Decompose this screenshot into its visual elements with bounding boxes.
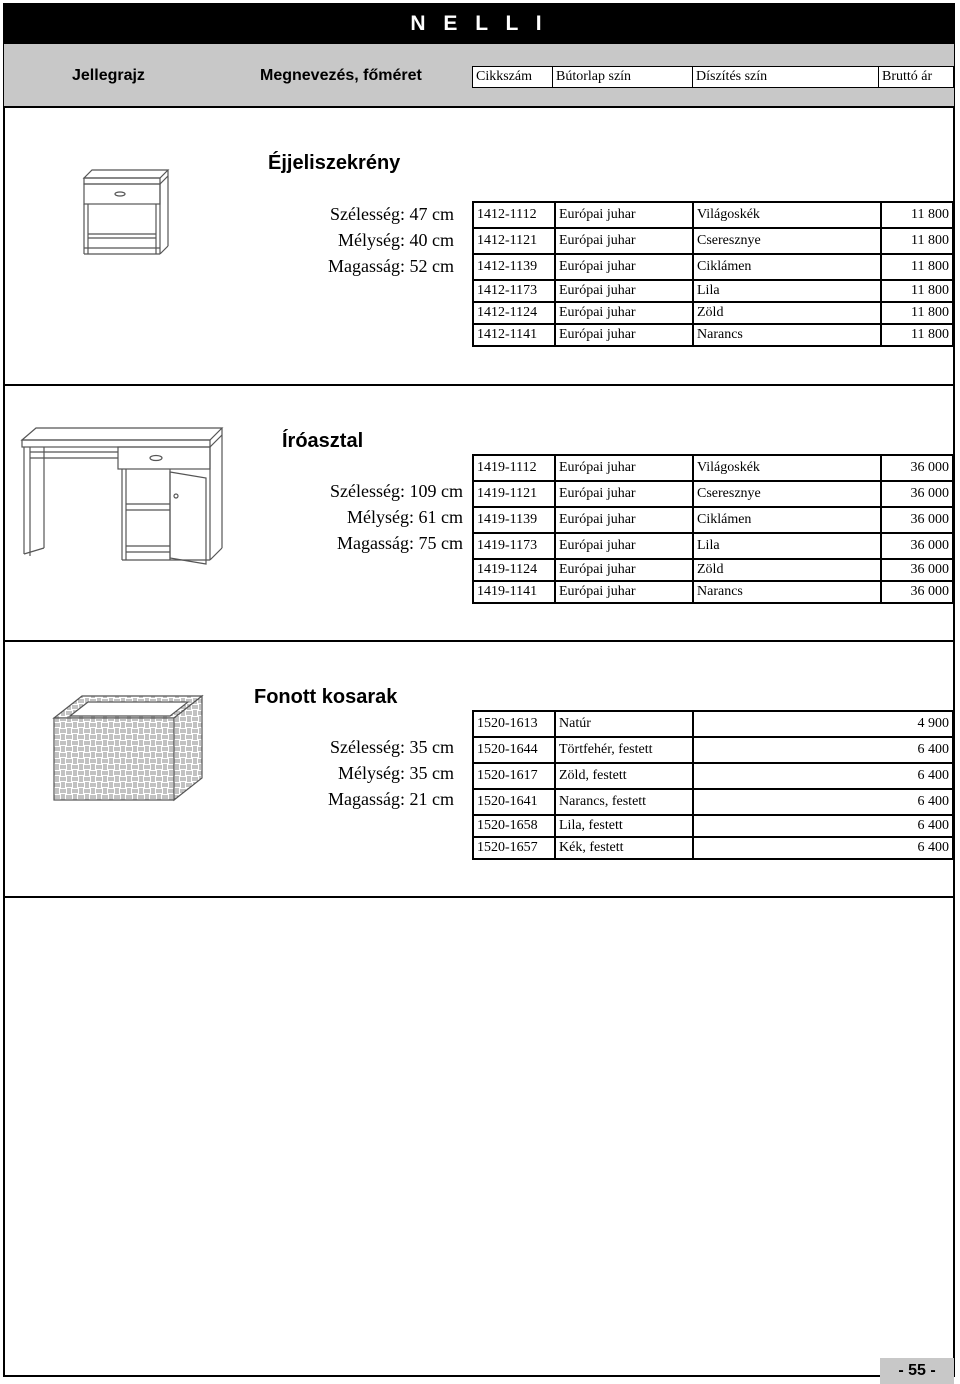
butorlap-cell: Európai juhar [555, 559, 693, 581]
butorlap-cell: Európai juhar [555, 302, 693, 324]
price-cell: 11 800 [881, 202, 953, 228]
desk-illustration [18, 424, 224, 566]
section-divider [4, 640, 954, 642]
cikkszam-cell: 1412-1124 [473, 302, 555, 324]
section-title-desk: Íróasztal [282, 430, 364, 452]
table-row [473, 507, 953, 533]
dimension-height: Magasság: 75 cm [337, 533, 463, 553]
cikkszam-cell: 1520-1641 [473, 789, 555, 815]
price-cell: 11 800 [881, 254, 953, 280]
price-cell: 6 400 [693, 815, 953, 837]
table-row [473, 815, 953, 837]
table-row [473, 324, 953, 346]
page-title: N E L L I [4, 4, 954, 44]
butorlap-cell: Natúr [555, 711, 693, 737]
table-row [473, 455, 953, 481]
header-brutto: Bruttó ár [878, 66, 954, 88]
diszites-cell: Zöld [693, 302, 881, 324]
table-row [473, 837, 953, 859]
cikkszam-cell: 1412-1173 [473, 280, 555, 302]
table-row [473, 228, 953, 254]
dimension-height: Magasság: 52 cm [328, 256, 454, 276]
table-row [473, 789, 953, 815]
diszites-cell: Narancs [693, 581, 881, 603]
product-table-baskets [472, 710, 954, 860]
table-row [473, 481, 953, 507]
butorlap-cell: Európai juhar [555, 481, 693, 507]
table-row [473, 254, 953, 280]
section-title-baskets: Fonott kosarak [254, 686, 398, 708]
header-butorlap: Bútorlap szín [552, 66, 694, 88]
cikkszam-cell: 1419-1112 [473, 455, 555, 481]
diszites-cell: Világoskék [693, 455, 881, 481]
dimension-width: Szélesség: 47 cm [330, 204, 454, 224]
diszites-cell: Cseresznye [693, 481, 881, 507]
dimensions-desk [263, 478, 463, 556]
butorlap-cell: Lila, festett [555, 815, 693, 837]
butorlap-cell: Narancs, festett [555, 789, 693, 815]
butorlap-cell: Európai juhar [555, 254, 693, 280]
table-row [473, 737, 953, 763]
dimension-width: Szélesség: 109 cm [330, 481, 463, 501]
butorlap-cell: Európai juhar [555, 228, 693, 254]
header-megnevezes: Megnevezés, főméret [260, 67, 422, 84]
price-cell: 11 800 [881, 280, 953, 302]
cikkszam-cell: 1520-1658 [473, 815, 555, 837]
product-table-desk [472, 454, 954, 604]
price-cell: 6 400 [693, 789, 953, 815]
price-cell: 36 000 [881, 481, 953, 507]
diszites-cell: Világoskék [693, 202, 881, 228]
table-row [473, 711, 953, 737]
dimensions-nightstand [254, 201, 454, 279]
table-row [473, 302, 953, 324]
diszites-cell: Ciklámen [693, 254, 881, 280]
diszites-cell: Lila [693, 280, 881, 302]
header-diszites: Díszítés szín [692, 66, 880, 88]
butorlap-cell: Európai juhar [555, 324, 693, 346]
table-row [473, 280, 953, 302]
woven-basket-illustration [48, 692, 208, 804]
cikkszam-cell: 1419-1121 [473, 481, 555, 507]
section-divider [4, 896, 954, 898]
price-cell: 11 800 [881, 228, 953, 254]
cikkszam-cell: 1419-1173 [473, 533, 555, 559]
dimension-depth: Mélység: 40 cm [338, 230, 454, 250]
butorlap-cell: Európai juhar [555, 455, 693, 481]
price-cell: 6 400 [693, 837, 953, 859]
butorlap-cell: Európai juhar [555, 280, 693, 302]
butorlap-cell: Törtfehér, festett [555, 737, 693, 763]
butorlap-cell: Európai juhar [555, 533, 693, 559]
butorlap-cell: Európai juhar [555, 581, 693, 603]
price-cell: 36 000 [881, 533, 953, 559]
price-cell: 36 000 [881, 559, 953, 581]
diszites-cell: Narancs [693, 324, 881, 346]
header-jellegrajz: Jellegrajz [72, 67, 145, 84]
table-row [473, 202, 953, 228]
diszites-cell: Ciklámen [693, 507, 881, 533]
cikkszam-cell: 1419-1139 [473, 507, 555, 533]
butorlap-cell: Európai juhar [555, 202, 693, 228]
dimensions-baskets [254, 734, 454, 812]
cikkszam-cell: 1520-1617 [473, 763, 555, 789]
table-row [473, 581, 953, 603]
dimension-depth: Mélység: 35 cm [338, 763, 454, 783]
product-table-nightstand [472, 201, 954, 347]
diszites-cell: Cseresznye [693, 228, 881, 254]
cikkszam-cell: 1520-1613 [473, 711, 555, 737]
page-number: - 55 - [880, 1358, 954, 1384]
price-cell: 4 900 [693, 711, 953, 737]
price-cell: 6 400 [693, 763, 953, 789]
price-cell: 36 000 [881, 507, 953, 533]
cikkszam-cell: 1419-1141 [473, 581, 555, 603]
cikkszam-cell: 1412-1139 [473, 254, 555, 280]
dimension-height: Magasság: 21 cm [328, 789, 454, 809]
butorlap-cell: Zöld, festett [555, 763, 693, 789]
price-cell: 11 800 [881, 302, 953, 324]
section-divider [4, 384, 954, 386]
diszites-cell: Zöld [693, 559, 881, 581]
table-row [473, 559, 953, 581]
butorlap-cell: Kék, festett [555, 837, 693, 859]
header-cikkszam: Cikkszám [472, 66, 554, 88]
price-cell: 36 000 [881, 581, 953, 603]
butorlap-cell: Európai juhar [555, 507, 693, 533]
cikkszam-cell: 1419-1124 [473, 559, 555, 581]
cikkszam-cell: 1412-1141 [473, 324, 555, 346]
dimension-width: Szélesség: 35 cm [330, 737, 454, 757]
price-cell: 11 800 [881, 324, 953, 346]
cikkszam-cell: 1412-1112 [473, 202, 555, 228]
cikkszam-cell: 1412-1121 [473, 228, 555, 254]
section-title-nightstand: Éjjeliszekrény [268, 152, 401, 174]
table-row [473, 763, 953, 789]
dimension-depth: Mélység: 61 cm [347, 507, 463, 527]
nightstand-illustration [78, 168, 170, 258]
column-header-bar [4, 44, 954, 108]
price-cell: 6 400 [693, 737, 953, 763]
table-row [473, 533, 953, 559]
cikkszam-cell: 1520-1657 [473, 837, 555, 859]
cikkszam-cell: 1520-1644 [473, 737, 555, 763]
diszites-cell: Lila [693, 533, 881, 559]
price-cell: 36 000 [881, 455, 953, 481]
